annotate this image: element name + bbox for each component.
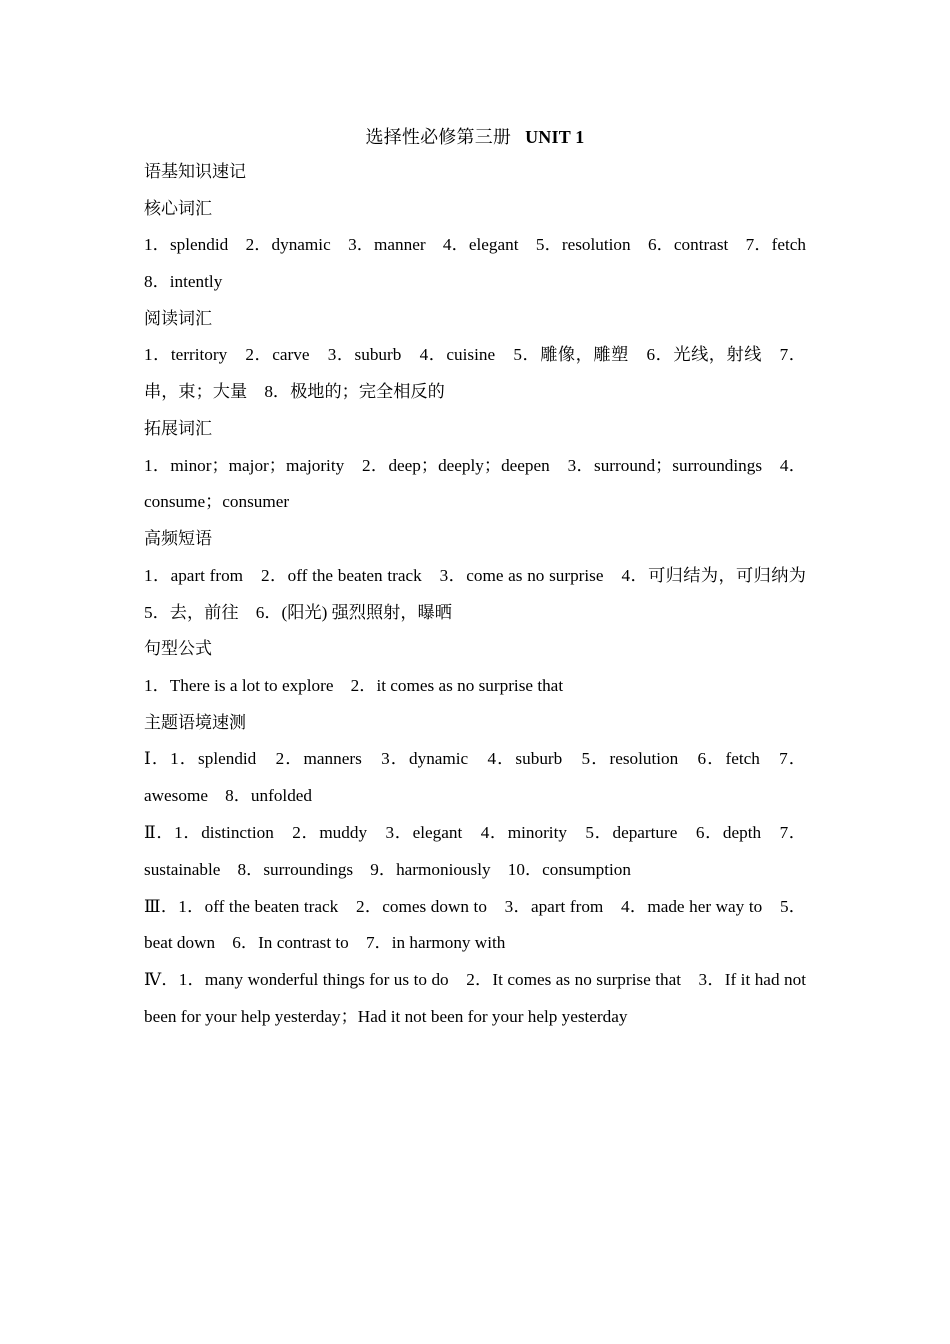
title-unit: UNIT 1: [525, 127, 585, 147]
section-heading-basics: 语基知识速记: [144, 162, 246, 182]
section-heading-extended-vocab: 拓展词汇: [144, 418, 212, 439]
section-heading-core-vocab: 核心词汇: [144, 198, 212, 219]
core-vocab-answers: 1．splendid 2．dynamic 3．manner 4．elegant 5．resolution 6．contrast 7．fetch 8．intently: [144, 235, 824, 291]
context-test-part-3: Ⅲ．1．off the beaten track 2．comes down to 3．apart from 4．made her way to 5．beat down 6．In contrast to 7．in harmony with: [144, 896, 806, 953]
reading-vocab-answers: 1．territory 2．carve 3．suburb 4．cuisine 5．雕像，雕塑 6．光线，射线 7．串，束；大量 8．极地的；完全相反的: [144, 345, 806, 402]
section-heading-sentence-patterns: 句型公式: [144, 639, 212, 660]
sentence-pattern-answers: 1．There is a lot to explore 2．it comes as no surprise that: [144, 675, 564, 695]
page-title: [144, 122, 806, 154]
phrases-answers: 1．apart from 2．off the beaten track 3．come as no surprise 4．可归结为，可归纳为 5．去，前往 6．(阳光) 强烈照射，曝晒: [144, 565, 824, 622]
document-page: [144, 122, 824, 1036]
section-heading-reading-vocab: 阅读词汇: [144, 308, 212, 329]
section-heading-context-test: 主题语境速测: [144, 712, 246, 733]
context-test-part-4: Ⅳ．1．many wonderful things for us to do 2．It comes as no surprise that 3．If it had not been for your help yesterday；Had it not been for your help yesterday: [144, 970, 806, 1026]
context-test-part-2: Ⅱ．1．distinction 2．muddy 3．elegant 4．minority 5．departure 6．depth 7．sustainable 8．surroundings 9．harmoniously 10．consumption: [144, 822, 806, 879]
section-heading-phrases: 高频短语: [144, 529, 212, 550]
context-test-part-1: Ⅰ．1．splendid 2．manners 3．dynamic 4．suburb 5．resolution 6．fetch 7．awesome 8．unfolded: [144, 749, 806, 806]
extended-vocab-answers: 1．minor；major；majority 2．deep；deeply；deepen 3．surround；surroundings 4．consume；consumer: [144, 455, 806, 512]
title-main: 选择性必修第三册: [365, 127, 512, 147]
